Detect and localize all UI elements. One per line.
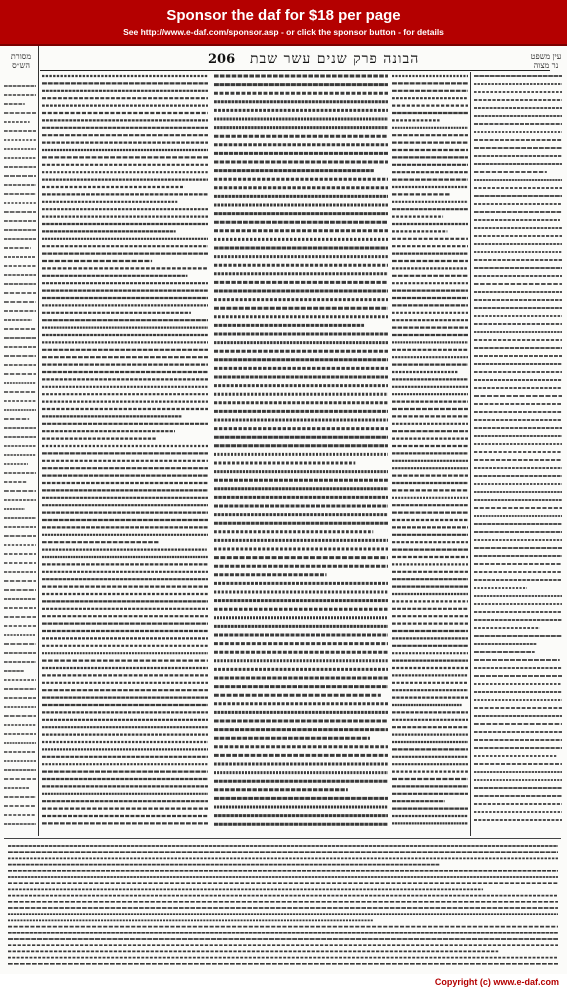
right-margin-label: עין משפט נר מצוה: [530, 52, 562, 71]
sponsor-subtitle: See http://www.e-daf.com/sponsor.asp - or click the sponsor button - for details: [123, 27, 444, 37]
sponsor-title: Sponsor the daf for $18 per page: [166, 7, 401, 24]
page-text-block: [0, 46, 567, 974]
footnotes-section: [4, 838, 561, 973]
chapter-header: הבונה פרק שנים עשר שבת: [250, 51, 420, 67]
talmud-page-image: [0, 46, 567, 974]
sponsor-banner[interactable]: [0, 0, 567, 46]
left-margin-label: מסורת הש״ס: [10, 52, 32, 71]
page-number: 206: [208, 52, 236, 67]
copyright-link[interactable]: Copyright (c) www.e-daf.com: [434, 977, 559, 987]
